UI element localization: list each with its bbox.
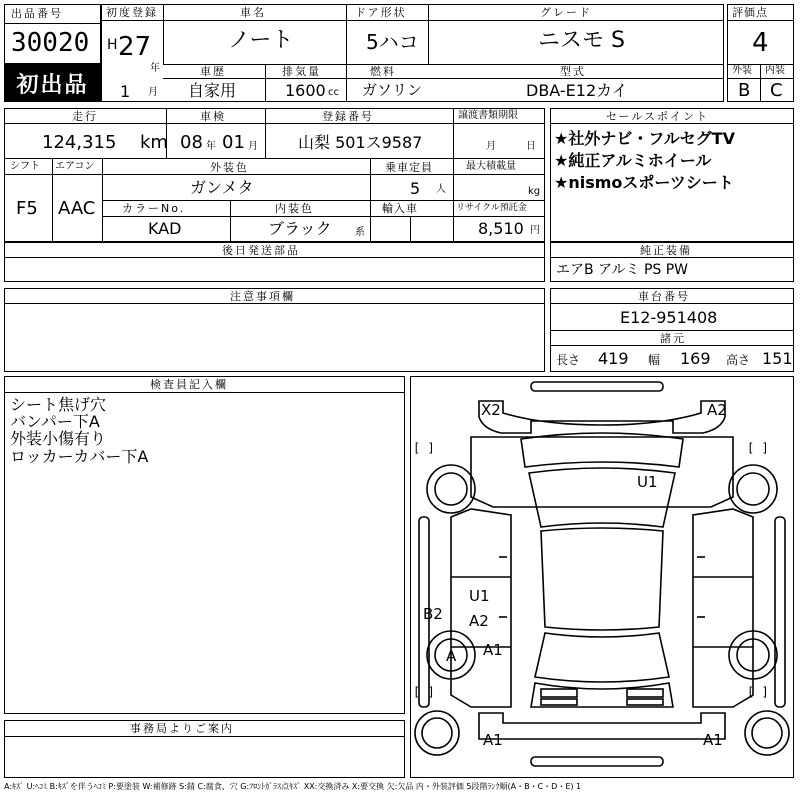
inspection-year: 08 xyxy=(180,132,203,153)
int-grade: C xyxy=(770,80,783,101)
interior-color: ブラック xyxy=(268,219,332,238)
mark-a-wheel: A xyxy=(446,647,457,665)
recycle-label: リサイクル預託金 xyxy=(456,203,527,213)
int-label: 内装 xyxy=(765,65,785,76)
sales-point-3: ★nismoスポーツシート xyxy=(554,173,734,192)
year-unit: 年 xyxy=(150,63,160,74)
equipment: エアB アルミ PS PW xyxy=(556,262,689,278)
sales-point-1: ★社外ナビ・フルセグTV xyxy=(554,129,736,148)
recycle-unit: 円 xyxy=(530,225,540,236)
score: 4 xyxy=(752,28,769,58)
transfer-label: 譲渡書類期限 xyxy=(458,110,518,121)
mark-a2-side: A2 xyxy=(469,612,489,630)
first-listing-badge: 初出品 xyxy=(4,64,101,102)
reg-year: 27 xyxy=(118,32,152,62)
color-label: 外装色 xyxy=(210,161,249,174)
mileage-label: 走行 xyxy=(72,110,98,123)
door-label: ドア形状 xyxy=(355,6,407,19)
history: 自家用 xyxy=(188,81,237,100)
fuel: ガソリン xyxy=(362,81,423,99)
lot-number-label: 出品番号 xyxy=(11,7,63,20)
plate: 山梨 501ス9587 xyxy=(298,133,423,152)
inspector-label: 検査員記入欄 xyxy=(150,378,228,391)
transfer-month-unit: 月 xyxy=(486,141,496,152)
length-label: 長さ xyxy=(556,353,581,367)
mark-a1-bottom-right: A1 xyxy=(703,731,723,749)
bracket-right-1: [ ] xyxy=(747,441,769,455)
ext-grade: B xyxy=(738,80,751,101)
mileage-unit: km xyxy=(140,132,168,153)
mark-a2-top: A2 xyxy=(707,401,727,419)
width: 169 xyxy=(680,349,711,368)
equipment-label: 純正装備 xyxy=(640,244,692,257)
reg-month: 1 xyxy=(120,82,131,101)
model: DBA-E12カイ xyxy=(526,81,628,100)
import-label: 輸入車 xyxy=(382,202,418,215)
mark-a1-wheel: A1 xyxy=(483,641,503,659)
model-label: 型式 xyxy=(560,65,586,78)
car-name: ノート xyxy=(228,28,294,53)
displacement: 1600 xyxy=(285,81,326,100)
inspection-month: 01 xyxy=(222,132,245,153)
mark-a1-bottom-left: A1 xyxy=(483,731,503,749)
mark-u1-side: U1 xyxy=(469,587,490,605)
door-type: 5ハコ xyxy=(366,30,419,54)
width-label: 幅 xyxy=(648,353,661,367)
spec-label: 諸元 xyxy=(660,332,686,345)
name-label: 車名 xyxy=(240,6,266,19)
later-parts-label: 後日発送部品 xyxy=(222,244,300,257)
load-unit: kg xyxy=(528,186,541,197)
mark-x2: X2 xyxy=(481,401,501,419)
height-label: 高さ xyxy=(726,353,751,367)
load-label: 最大積載量 xyxy=(466,161,516,172)
capacity: 5 xyxy=(410,179,421,198)
history-label: 車歴 xyxy=(200,65,226,78)
color: ガンメタ xyxy=(190,178,254,197)
inspector-note-1: シート焦げ穴 xyxy=(10,395,107,414)
fuel-label: 燃料 xyxy=(370,65,396,78)
car-outline xyxy=(411,377,793,777)
grade: ニスモ S xyxy=(538,28,625,53)
office-label: 事務局よりご案内 xyxy=(130,722,234,735)
color-no: KAD xyxy=(148,219,182,238)
era: H xyxy=(107,37,118,53)
shift-label: シフト xyxy=(10,161,40,172)
ac: AAC xyxy=(58,198,96,219)
capacity-unit: 人 xyxy=(436,184,446,195)
lot-number-cell xyxy=(4,4,101,64)
capacity-label: 乗車定員 xyxy=(385,161,433,174)
first-reg-label: 初度登録 xyxy=(106,6,158,19)
bracket-left-2: [ ] xyxy=(413,685,435,699)
interior-color-label: 内装色 xyxy=(275,202,314,215)
height: 151 xyxy=(762,349,793,368)
transfer-day-unit: 日 xyxy=(526,141,536,152)
mileage: 124,315 xyxy=(42,132,117,153)
chassis-number: E12-951408 xyxy=(620,308,718,327)
inspector-note-2: バンパー下A xyxy=(10,412,100,431)
plate-label: 登録番号 xyxy=(322,110,374,123)
color-no-label: カラーNo. xyxy=(122,202,186,215)
shift: F5 xyxy=(16,198,38,219)
displacement-label: 排気量 xyxy=(282,65,321,78)
month-unit: 月 xyxy=(148,87,158,98)
mark-u1-roof: U1 xyxy=(637,473,658,491)
ext-label: 外装 xyxy=(732,65,752,76)
ac-label: エアコン xyxy=(55,161,95,172)
inspector-note-3: 外装小傷有り xyxy=(10,429,107,448)
sales-points-label: セールスポイント xyxy=(606,110,710,123)
sales-point-2: ★純正アルミホイール xyxy=(554,151,712,170)
legend: A:ｷｽﾞ U:ﾍｺﾐ B:ｷｽﾞを伴うﾍｺﾐ P:要塗装 W:補修跡 S:錆 C:腐食、穴 G:ﾌﾛﾝﾄｶﾞﾗｽ点ｷｽﾞ XX:交換済み X:要交換 欠:欠品 内・外装評価 5段階ﾗﾝｸ順(A・B・C・D・E) 1 xyxy=(4,782,582,791)
inspection-label: 車検 xyxy=(200,110,226,123)
notes-label: 注意事項欄 xyxy=(230,290,295,303)
score-label: 評価点 xyxy=(732,6,768,19)
inspection-year-unit: 年 xyxy=(206,141,216,152)
inspector-note-4: ロッカーカバー下A xyxy=(10,447,149,466)
inspection-month-unit: 月 xyxy=(248,141,258,152)
bracket-right-2: [ ] xyxy=(747,685,769,699)
chassis-label: 車台番号 xyxy=(638,290,690,303)
car-diagram xyxy=(410,376,794,778)
displacement-unit: cc xyxy=(328,87,339,98)
interior-color-suffix: 系 xyxy=(355,227,365,238)
mark-b2: B2 xyxy=(423,605,443,623)
recycle: 8,510 xyxy=(478,219,524,238)
lot-number: 30020 xyxy=(11,28,90,58)
length: 419 xyxy=(598,349,629,368)
bracket-left-1: [ ] xyxy=(413,441,435,455)
grade-label: グレード xyxy=(540,6,592,19)
